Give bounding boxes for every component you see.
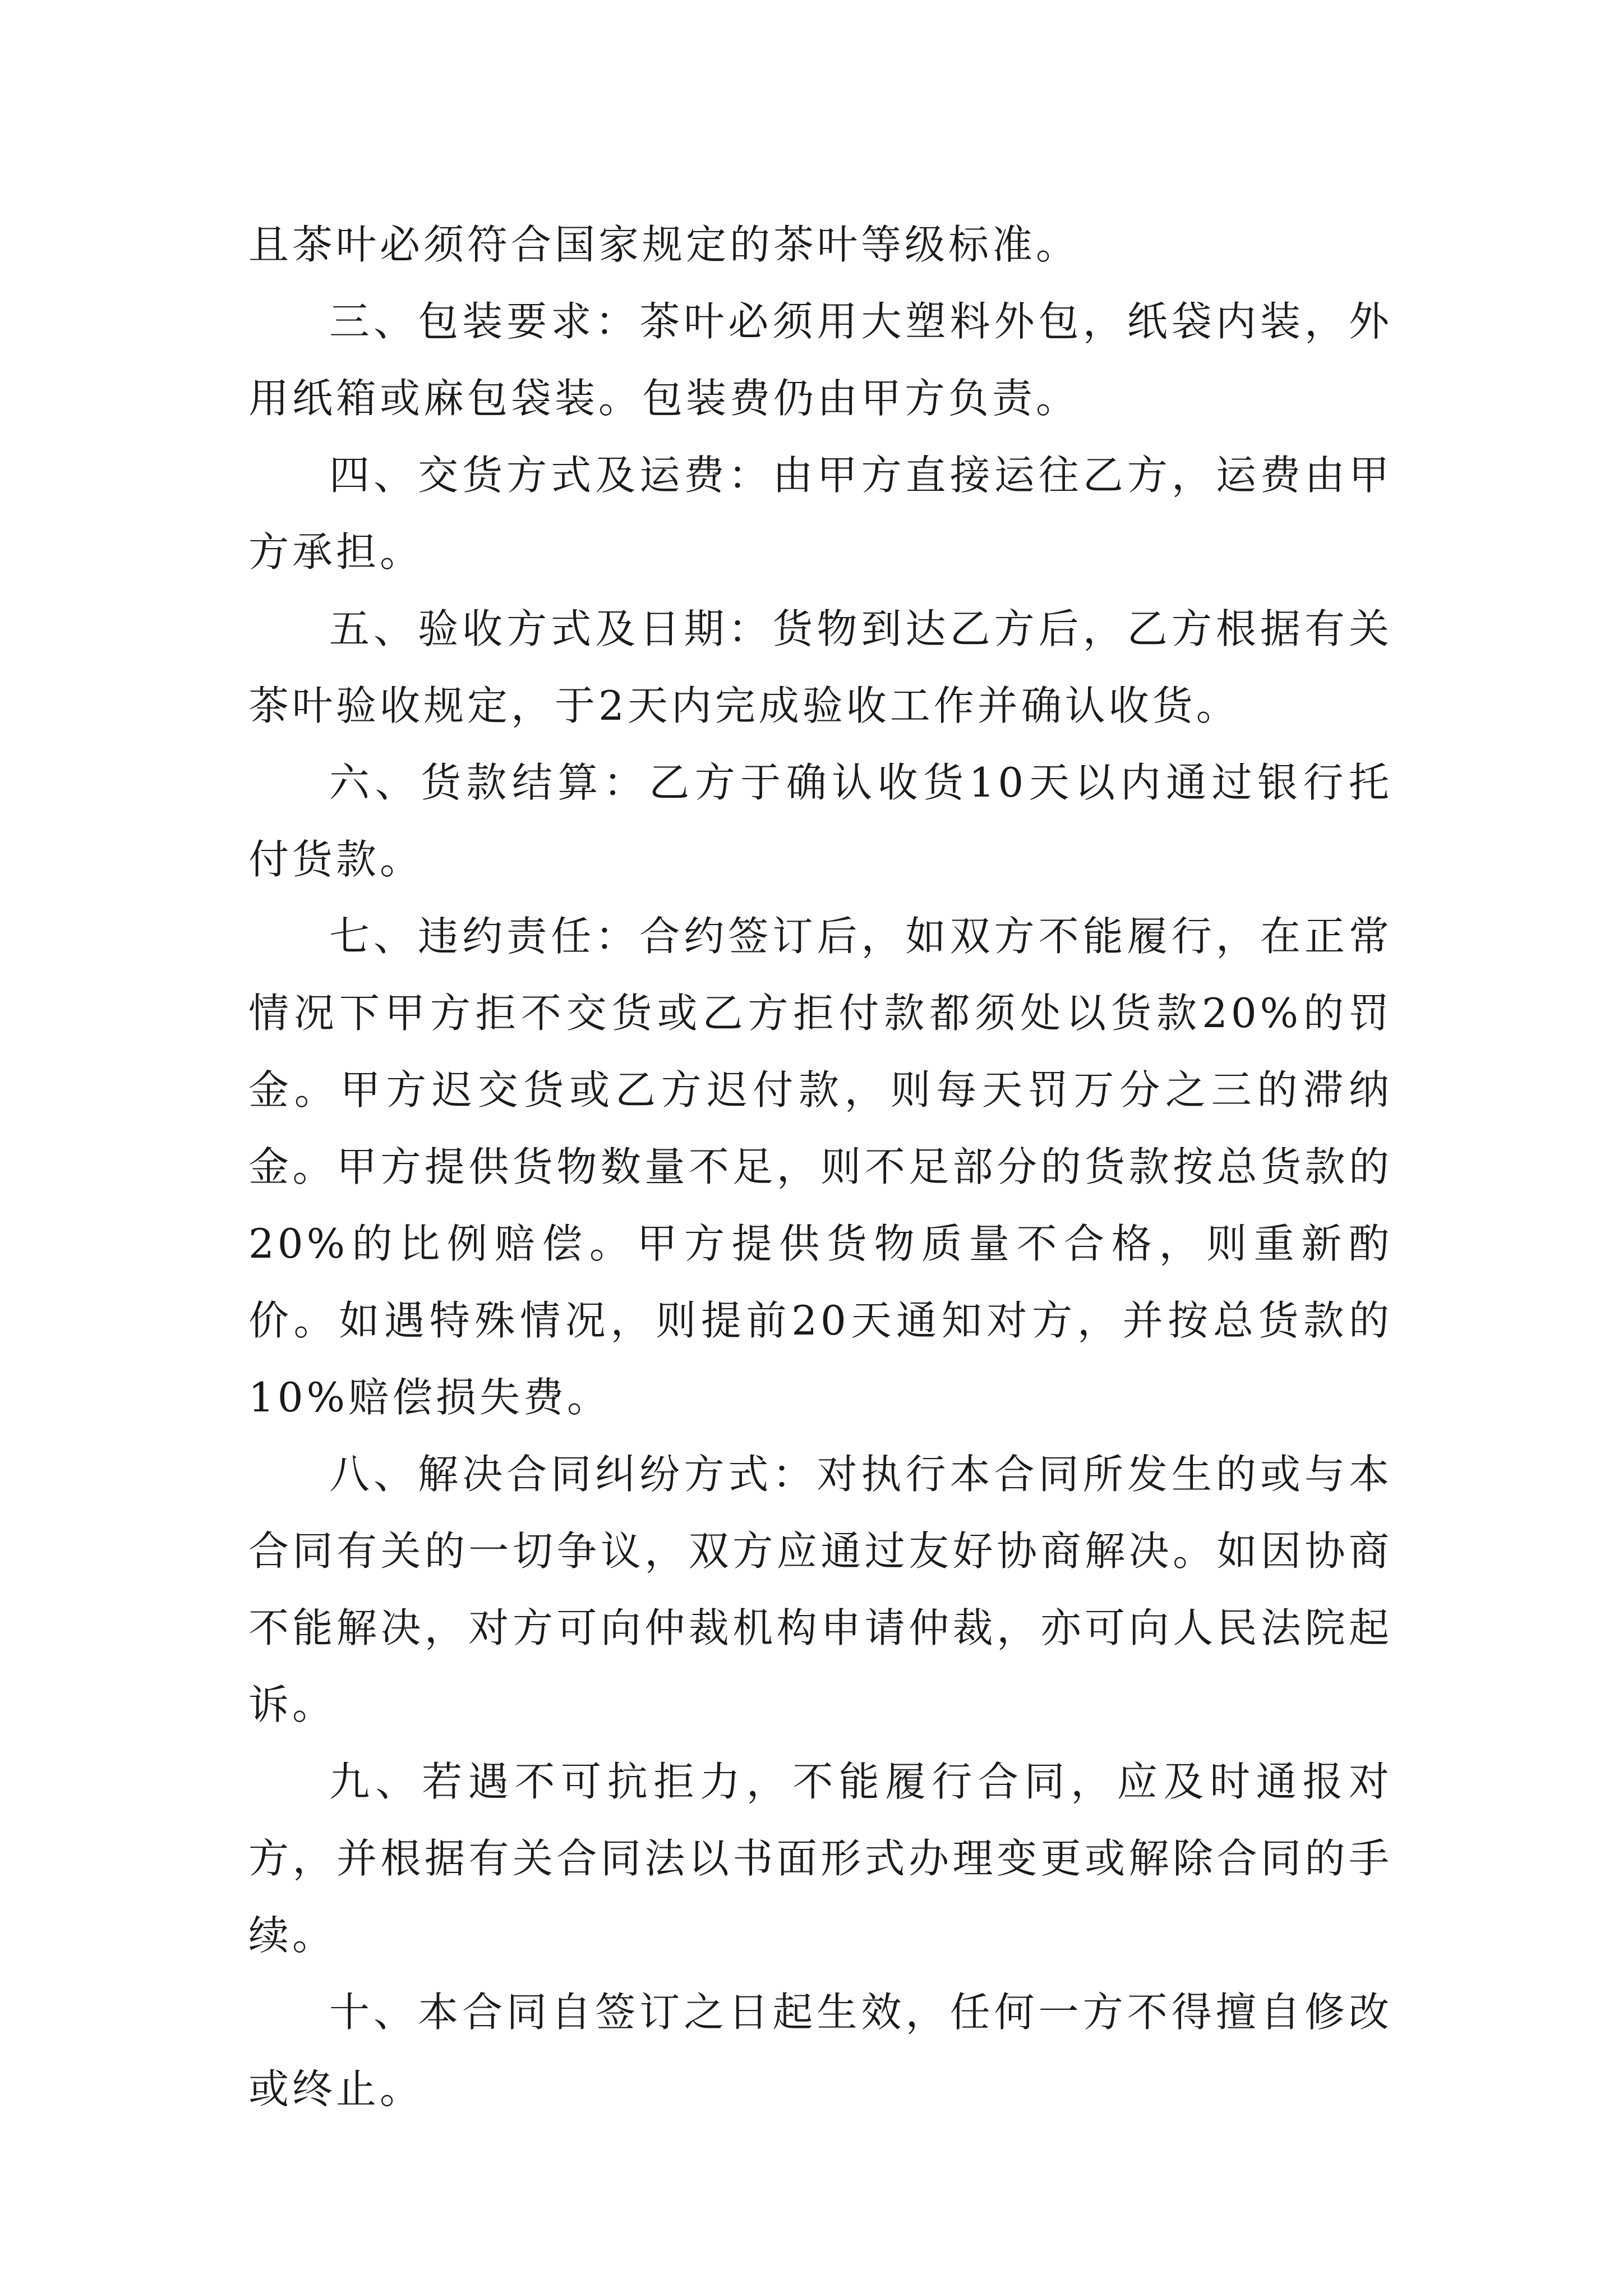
clause-7-liability: 七、违约责任：合约签订后，如双方不能履行，在正常情况下甲方拒不交货或乙方拒付款都须处以货款20%的罚金。甲方迟交货或乙方迟付款，则每天罚万分之三的滞纳金。甲方提供货物数量不足，则不足部分的货款按总货款的20%的比例赔偿。甲方提供货物质量不合格，则重新酌价。如遇特殊情况，则提前20天通知对方，并按总货款的10%赔偿损失费。 <box>248 913 1393 1421</box>
clause-4-delivery: 四、交货方式及运费：由甲方直接运往乙方，运费由甲方承担。 <box>248 452 1393 576</box>
document-body <box>248 206 1393 2128</box>
clause-6-payment: 六、货款结算：乙方于确认收货10天以内通过银行托付货款。 <box>248 759 1393 883</box>
clause-8-disputes: 八、解决合同纠纷方式：对执行本合同所发生的或与本合同有关的一切争议，双方应通过友好协商解决。如因协商不能解决，对方可向仲裁机构申请仲裁，亦可向人民法院起诉。 <box>248 1451 1393 1728</box>
clause-9-force-majeure: 九、若遇不可抗拒力，不能履行合同，应及时通报对方，并根据有关合同法以书面形式办理变更或解除合同的手续。 <box>248 1758 1393 1959</box>
clause-5-acceptance: 五、验收方式及日期：货物到达乙方后，乙方根据有关茶叶验收规定，于2天内完成验收工作并确认收货。 <box>248 605 1393 729</box>
paragraph-continuation: 且茶叶必须符合国家规定的茶叶等级标准。 <box>248 221 1080 268</box>
clause-10-effective: 十、本合同自签订之日起生效，任何一方不得擅自修改或终止。 <box>248 1989 1393 2113</box>
clause-3-packaging: 三、包装要求：茶叶必须用大塑料外包，纸袋内装，外用纸箱或麻包袋装。包装费仍由甲方负责。 <box>248 298 1393 422</box>
